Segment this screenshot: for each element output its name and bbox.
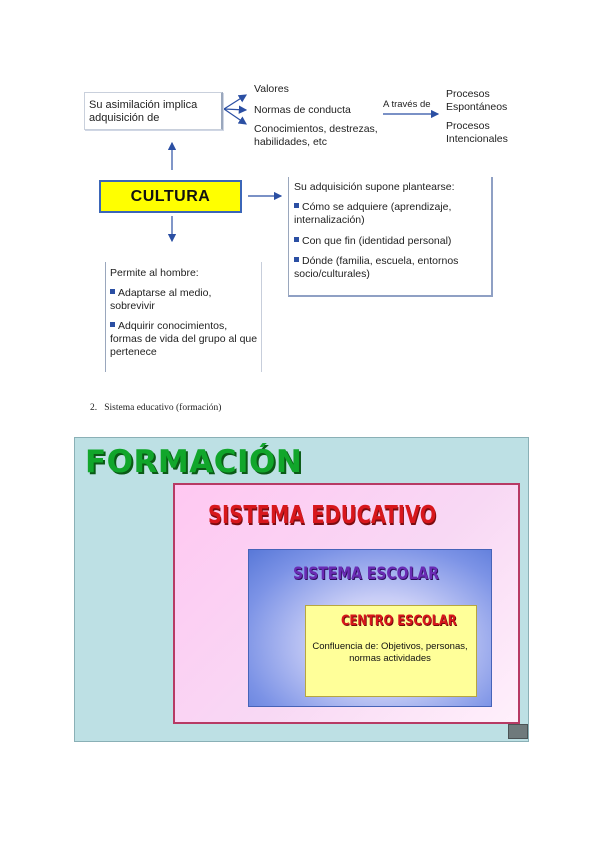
adquisicion-item: Dónde (familia, escuela, entornos socio/culturales) (294, 255, 459, 280)
sistema-educativo-title: SISTEMA EDUCATIVO (208, 500, 437, 529)
adquisicion-box (288, 177, 493, 297)
item-valores: Valores (254, 83, 289, 95)
bullet-icon (110, 289, 115, 294)
item-normas: Normas de conducta (254, 104, 351, 116)
adquisicion-item: Con que fin (identidad personal) (294, 235, 489, 248)
permite-heading: Permite al hombre: (110, 267, 199, 279)
asimilacion-text: Su asimilación implica adquisición de (89, 99, 198, 124)
item-conocimientos: Conocimientos, destrezas, habilidades, etc (254, 123, 378, 148)
cultura-box (99, 180, 242, 213)
a-traves-label: A través de (383, 99, 431, 110)
permite-item: Adquirir conocimientos, formas de vida del grupo al que pertenece (110, 320, 258, 358)
bullet-icon (110, 322, 115, 327)
slide-corner-icon (508, 724, 528, 739)
arrow-to-valores (224, 95, 246, 109)
sistema-escolar-title: SISTEMA ESCOLAR (293, 564, 439, 584)
section-caption (90, 403, 221, 413)
adquisicion-heading: Su adquisición supone plantearse: (294, 181, 455, 193)
bullet-icon (294, 203, 299, 208)
cultura-title: CULTURA (130, 187, 211, 205)
centro-escolar-text: Confluencia de: Objetivos, personas, normas actividades (312, 641, 468, 664)
adquisicion-item: Cómo se adquiere (aprendizaje, internalización) (294, 201, 452, 226)
formacion-title: FORMACIÓN (85, 444, 303, 480)
caption-number: 2. (90, 403, 98, 413)
centro-escolar-title: CENTRO ESCOLAR (341, 613, 457, 629)
permite-box (105, 262, 262, 372)
procesos-espontaneos: Procesos Espontáneos (446, 88, 508, 113)
asimilacion-box (84, 92, 223, 130)
caption-text: Sistema educativo (formación) (104, 403, 222, 413)
procesos-intencionales: Procesos Intencionales (446, 120, 508, 145)
arrow-to-normas (224, 109, 246, 110)
bullet-icon (294, 257, 299, 262)
bullet-icon (294, 237, 299, 242)
permite-item: Adaptarse al medio, sobrevivir (110, 287, 212, 312)
arrow-to-conocimientos (224, 109, 246, 124)
